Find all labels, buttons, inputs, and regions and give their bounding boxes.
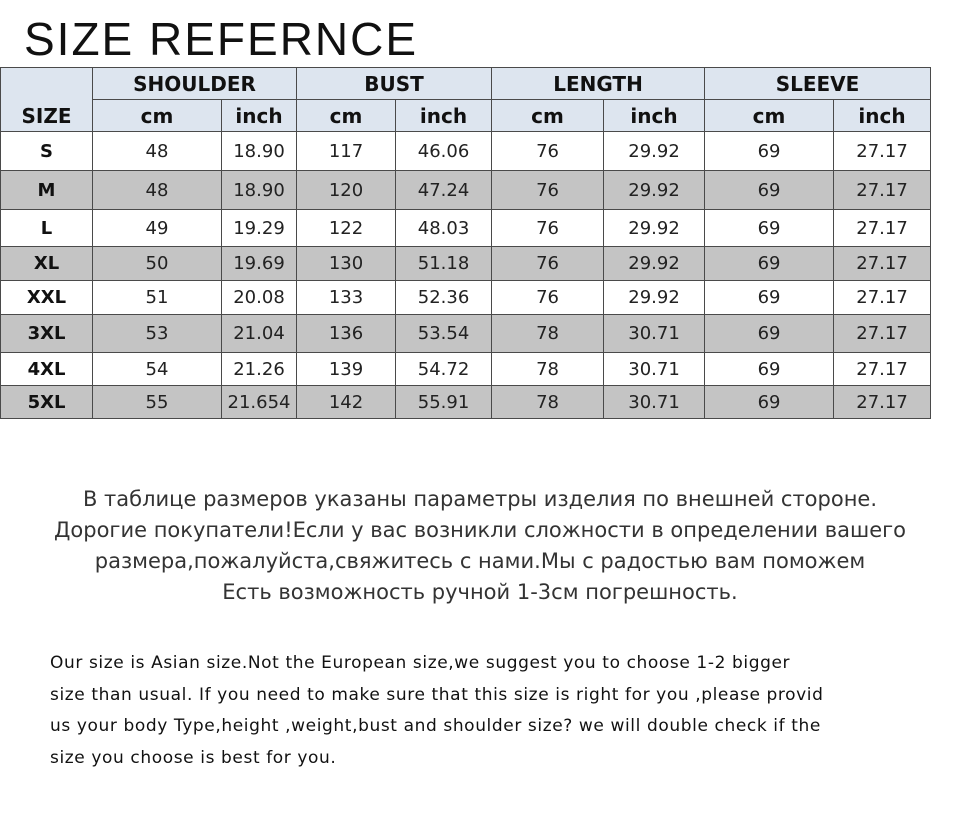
table-cell: 69 (705, 171, 834, 210)
table-cell: 53 (93, 315, 222, 353)
table-cell: 29.92 (604, 210, 705, 247)
table-cell: 142 (297, 386, 396, 419)
english-note-line: size than usual. If you need to make sure that this size is right for you ,please provid (50, 684, 824, 705)
english-note-line: us your body Type,height ,weight,bust and shoulder size? we will double check if the (50, 716, 821, 736)
table-cell: 76 (492, 247, 604, 281)
table-cell: 19.69 (222, 247, 297, 281)
table-cell: 52.36 (396, 281, 492, 315)
table-cell: 69 (705, 132, 834, 171)
page-title: SIZE REFERNCE (24, 13, 419, 65)
table-cell: 130 (297, 247, 396, 281)
table-cell: 117 (297, 132, 396, 171)
size-cell: 3XL (1, 315, 93, 353)
table-cell: 55.91 (396, 386, 492, 419)
table-cell: 76 (492, 132, 604, 171)
table-cell: 29.92 (604, 171, 705, 210)
table-cell: 48.03 (396, 210, 492, 247)
unit-header: inch (604, 100, 705, 132)
table-cell: 29.92 (604, 247, 705, 281)
size-cell: 4XL (1, 353, 93, 386)
english-note-line: size you choose is best for you. (50, 747, 337, 768)
table-row (1, 210, 931, 247)
table-cell: 21.26 (222, 353, 297, 386)
russian-note (20, 484, 940, 608)
russian-note-line: В таблице размеров указаны параметры изделия по внешней стороне. (82, 487, 878, 511)
table-row (1, 171, 931, 210)
table-cell: 78 (492, 315, 604, 353)
table-cell: 120 (297, 171, 396, 210)
table-cell: 48 (93, 171, 222, 210)
table-cell: 139 (297, 353, 396, 386)
table-row (1, 315, 931, 353)
table-cell: 27.17 (834, 281, 931, 315)
russian-note-line: Дорогие покупатели!Если у вас возникли сложности в определении вашего (53, 518, 906, 542)
unit-header: cm (705, 100, 834, 132)
english-note (50, 648, 920, 774)
table-cell: 50 (93, 247, 222, 281)
table-cell: 69 (705, 247, 834, 281)
table-cell: 76 (492, 171, 604, 210)
unit-header: cm (297, 100, 396, 132)
size-cell: 5XL (1, 386, 93, 419)
table-cell: 55 (93, 386, 222, 419)
table-cell: 29.92 (604, 281, 705, 315)
table-row (1, 386, 931, 419)
table-cell: 53.54 (396, 315, 492, 353)
table-cell: 69 (705, 281, 834, 315)
table-cell: 19.29 (222, 210, 297, 247)
table-cell: 47.24 (396, 171, 492, 210)
table-cell: 27.17 (834, 132, 931, 171)
table-cell: 27.17 (834, 386, 931, 419)
table-cell: 69 (705, 210, 834, 247)
size-cell: L (1, 210, 93, 247)
table-row (1, 353, 931, 386)
table-cell: 30.71 (604, 315, 705, 353)
table-cell: 122 (297, 210, 396, 247)
table-cell: 46.06 (396, 132, 492, 171)
unit-header: inch (396, 100, 492, 132)
unit-header: inch (834, 100, 931, 132)
table-cell: 49 (93, 210, 222, 247)
table-cell: 69 (705, 386, 834, 419)
table-cell: 18.90 (222, 171, 297, 210)
table-cell: 51 (93, 281, 222, 315)
sleeve-header: SLEEVE (705, 68, 931, 100)
table-row (1, 281, 931, 315)
table-cell: 76 (492, 210, 604, 247)
table-cell: 54 (93, 353, 222, 386)
table-cell: 69 (705, 353, 834, 386)
table-cell: 133 (297, 281, 396, 315)
table-cell: 51.18 (396, 247, 492, 281)
table-cell: 18.90 (222, 132, 297, 171)
size-header: SIZE (1, 68, 93, 132)
table-cell: 27.17 (834, 353, 931, 386)
table-row (1, 132, 931, 171)
unit-header: cm (93, 100, 222, 132)
size-chart-table (0, 67, 931, 419)
table-cell: 30.71 (604, 353, 705, 386)
english-note-line: Our size is Asian size.Not the European size,we suggest you to choose 1-2 bigger (50, 653, 791, 673)
table-row (1, 247, 931, 281)
russian-note-line: Есть возможность ручной 1-3см погрешность. (222, 580, 738, 604)
unit-header: cm (492, 100, 604, 132)
table-cell: 27.17 (834, 247, 931, 281)
table-cell: 29.92 (604, 132, 705, 171)
table-cell: 20.08 (222, 281, 297, 315)
russian-note-line: размера,пожалуйста,свяжитесь с нами.Мы с радостью вам поможем (94, 549, 866, 573)
size-cell: XL (1, 247, 93, 281)
table-cell: 30.71 (604, 386, 705, 419)
table-cell: 136 (297, 315, 396, 353)
table-cell: 27.17 (834, 171, 931, 210)
table-cell: 69 (705, 315, 834, 353)
size-cell: XXL (1, 281, 93, 315)
table-cell: 21.04 (222, 315, 297, 353)
table-cell: 27.17 (834, 210, 931, 247)
table-cell: 21.654 (222, 386, 297, 419)
table-cell: 48 (93, 132, 222, 171)
size-cell: M (1, 171, 93, 210)
table-cell: 76 (492, 281, 604, 315)
unit-header: inch (222, 100, 297, 132)
table-cell: 27.17 (834, 315, 931, 353)
length-header: LENGTH (492, 68, 705, 100)
shoulder-header: SHOULDER (93, 68, 297, 100)
table-cell: 78 (492, 386, 604, 419)
bust-header: BUST (297, 68, 492, 100)
table-cell: 54.72 (396, 353, 492, 386)
table-cell: 78 (492, 353, 604, 386)
size-cell: S (1, 132, 93, 171)
